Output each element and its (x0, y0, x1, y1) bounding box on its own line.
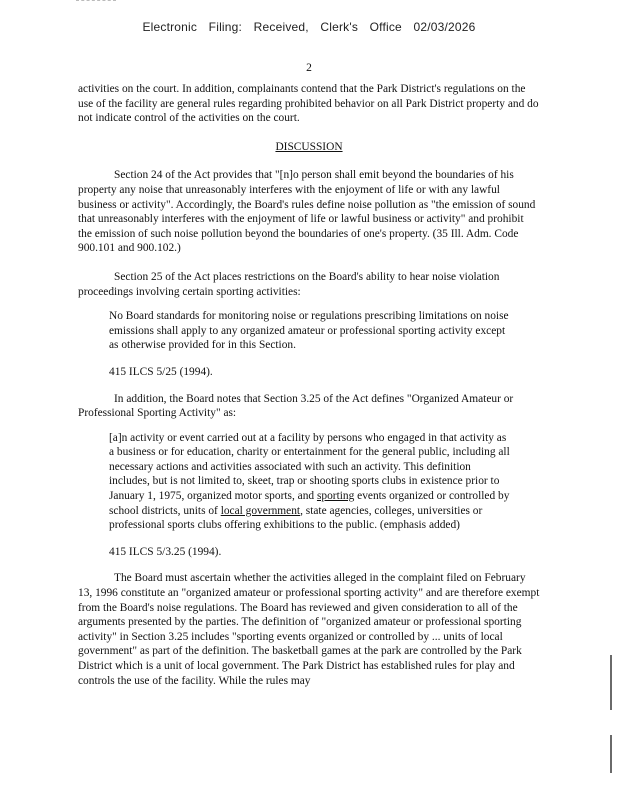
filing-stamp-header (0, 20, 618, 34)
header-filing: Filing: (208, 20, 243, 34)
document-body (78, 82, 540, 688)
paragraph-continuation: activities on the court. In addition, complainants contend that the Park District's regulations on the use of the facility are general rules regarding prohibited behavior on all Park District property and do not indicate control of the activities on the court. (78, 83, 539, 125)
paragraph-section-25: Section 25 of the Act places restrictions on the Board's ability to hear noise violation proceedings involving certain sporting activities: (78, 270, 500, 298)
paragraph-section-24: Section 24 of the Act provides that "[n]o person shall emit beyond the boundaries of his property any noise that unreasonably interferes with the enjoyment of life or with any lawful business or activity". Accordingly, the Board's rules define noise pollution as "the emission of sound that unreasonably interferes with the enjoyment of life or lawful business or activity" and prohibit the emission of such noise pollution beyond the boundaries of one's property. (35 Ill. Adm. Code 900.101 and 900.102.) (78, 169, 536, 255)
paragraph-section-3-25: In addition, the Board notes that Section 3.25 of the Act defines "Organized Amateur or Professional Sporting Activity" as: (78, 392, 514, 420)
paragraph-board-analysis: The Board must ascertain whether the activities alleged in the complaint filed on February 13, 1996 constitute an "organized amateur or professional sporting activity" and are therefore exempt from the Board's noise regulations. The Board has reviewed and given consideration to all of the arguments presented by the parties. The definition of "organized amateur or professional sporting activity" in Section 3.25 includes "sporting events organized or controlled by ... units of local government" as part of the definition. The basketball games at the park are controlled by the Park District which is a unit of local government. The Park District has established rules for play and controls the use of the facility. While the rules may (78, 572, 540, 687)
header-clerks: Clerk's (320, 20, 359, 34)
scan-artifact-top (76, 0, 116, 3)
citation-5-3-25: 415 ILCS 5/3.25 (1994). (109, 545, 222, 558)
quote-text-c: , state agencies, colleges, universities or professional sports clubs offering exhibitions to the public. (emphasis added) (109, 504, 483, 532)
quote-text-a: [a]n activity or event carried out at a facility by persons who engaged in that activity as a business or for education, charity or entertainment for the general public, including all necessary actions and activities associated with such an activity. This definition includes, but is not limited to, skeet, trap or shooting sports clubs in existence prior to January 1, 1975, organized motor sports, and (109, 431, 510, 503)
scan-edge-mark (610, 655, 612, 710)
scan-edge-mark-lower (610, 735, 612, 773)
quote-text-b: events organized or controlled by school districts, units of (109, 490, 510, 517)
block-quote-definition (109, 431, 514, 533)
citation-5-25: 415 ILCS 5/25 (1994). (109, 365, 213, 378)
block-quote-section-25: No Board standards for monitoring noise or regulations prescribing limitations on noise emissions shall apply to any organized amateur or professional sporting activity except as otherwise provided for in this Section. (109, 310, 509, 352)
quote-underlined-local-government: local government (220, 504, 301, 517)
header-received: Received, (253, 20, 309, 34)
page-number: 2 (306, 62, 312, 74)
quote-underlined-sporting: sporting (316, 490, 355, 503)
header-electronic: Electronic (142, 20, 198, 34)
section-heading-discussion: DISCUSSION (275, 140, 343, 153)
header-date: 02/03/2026 (413, 20, 476, 34)
header-office: Office (369, 20, 402, 34)
